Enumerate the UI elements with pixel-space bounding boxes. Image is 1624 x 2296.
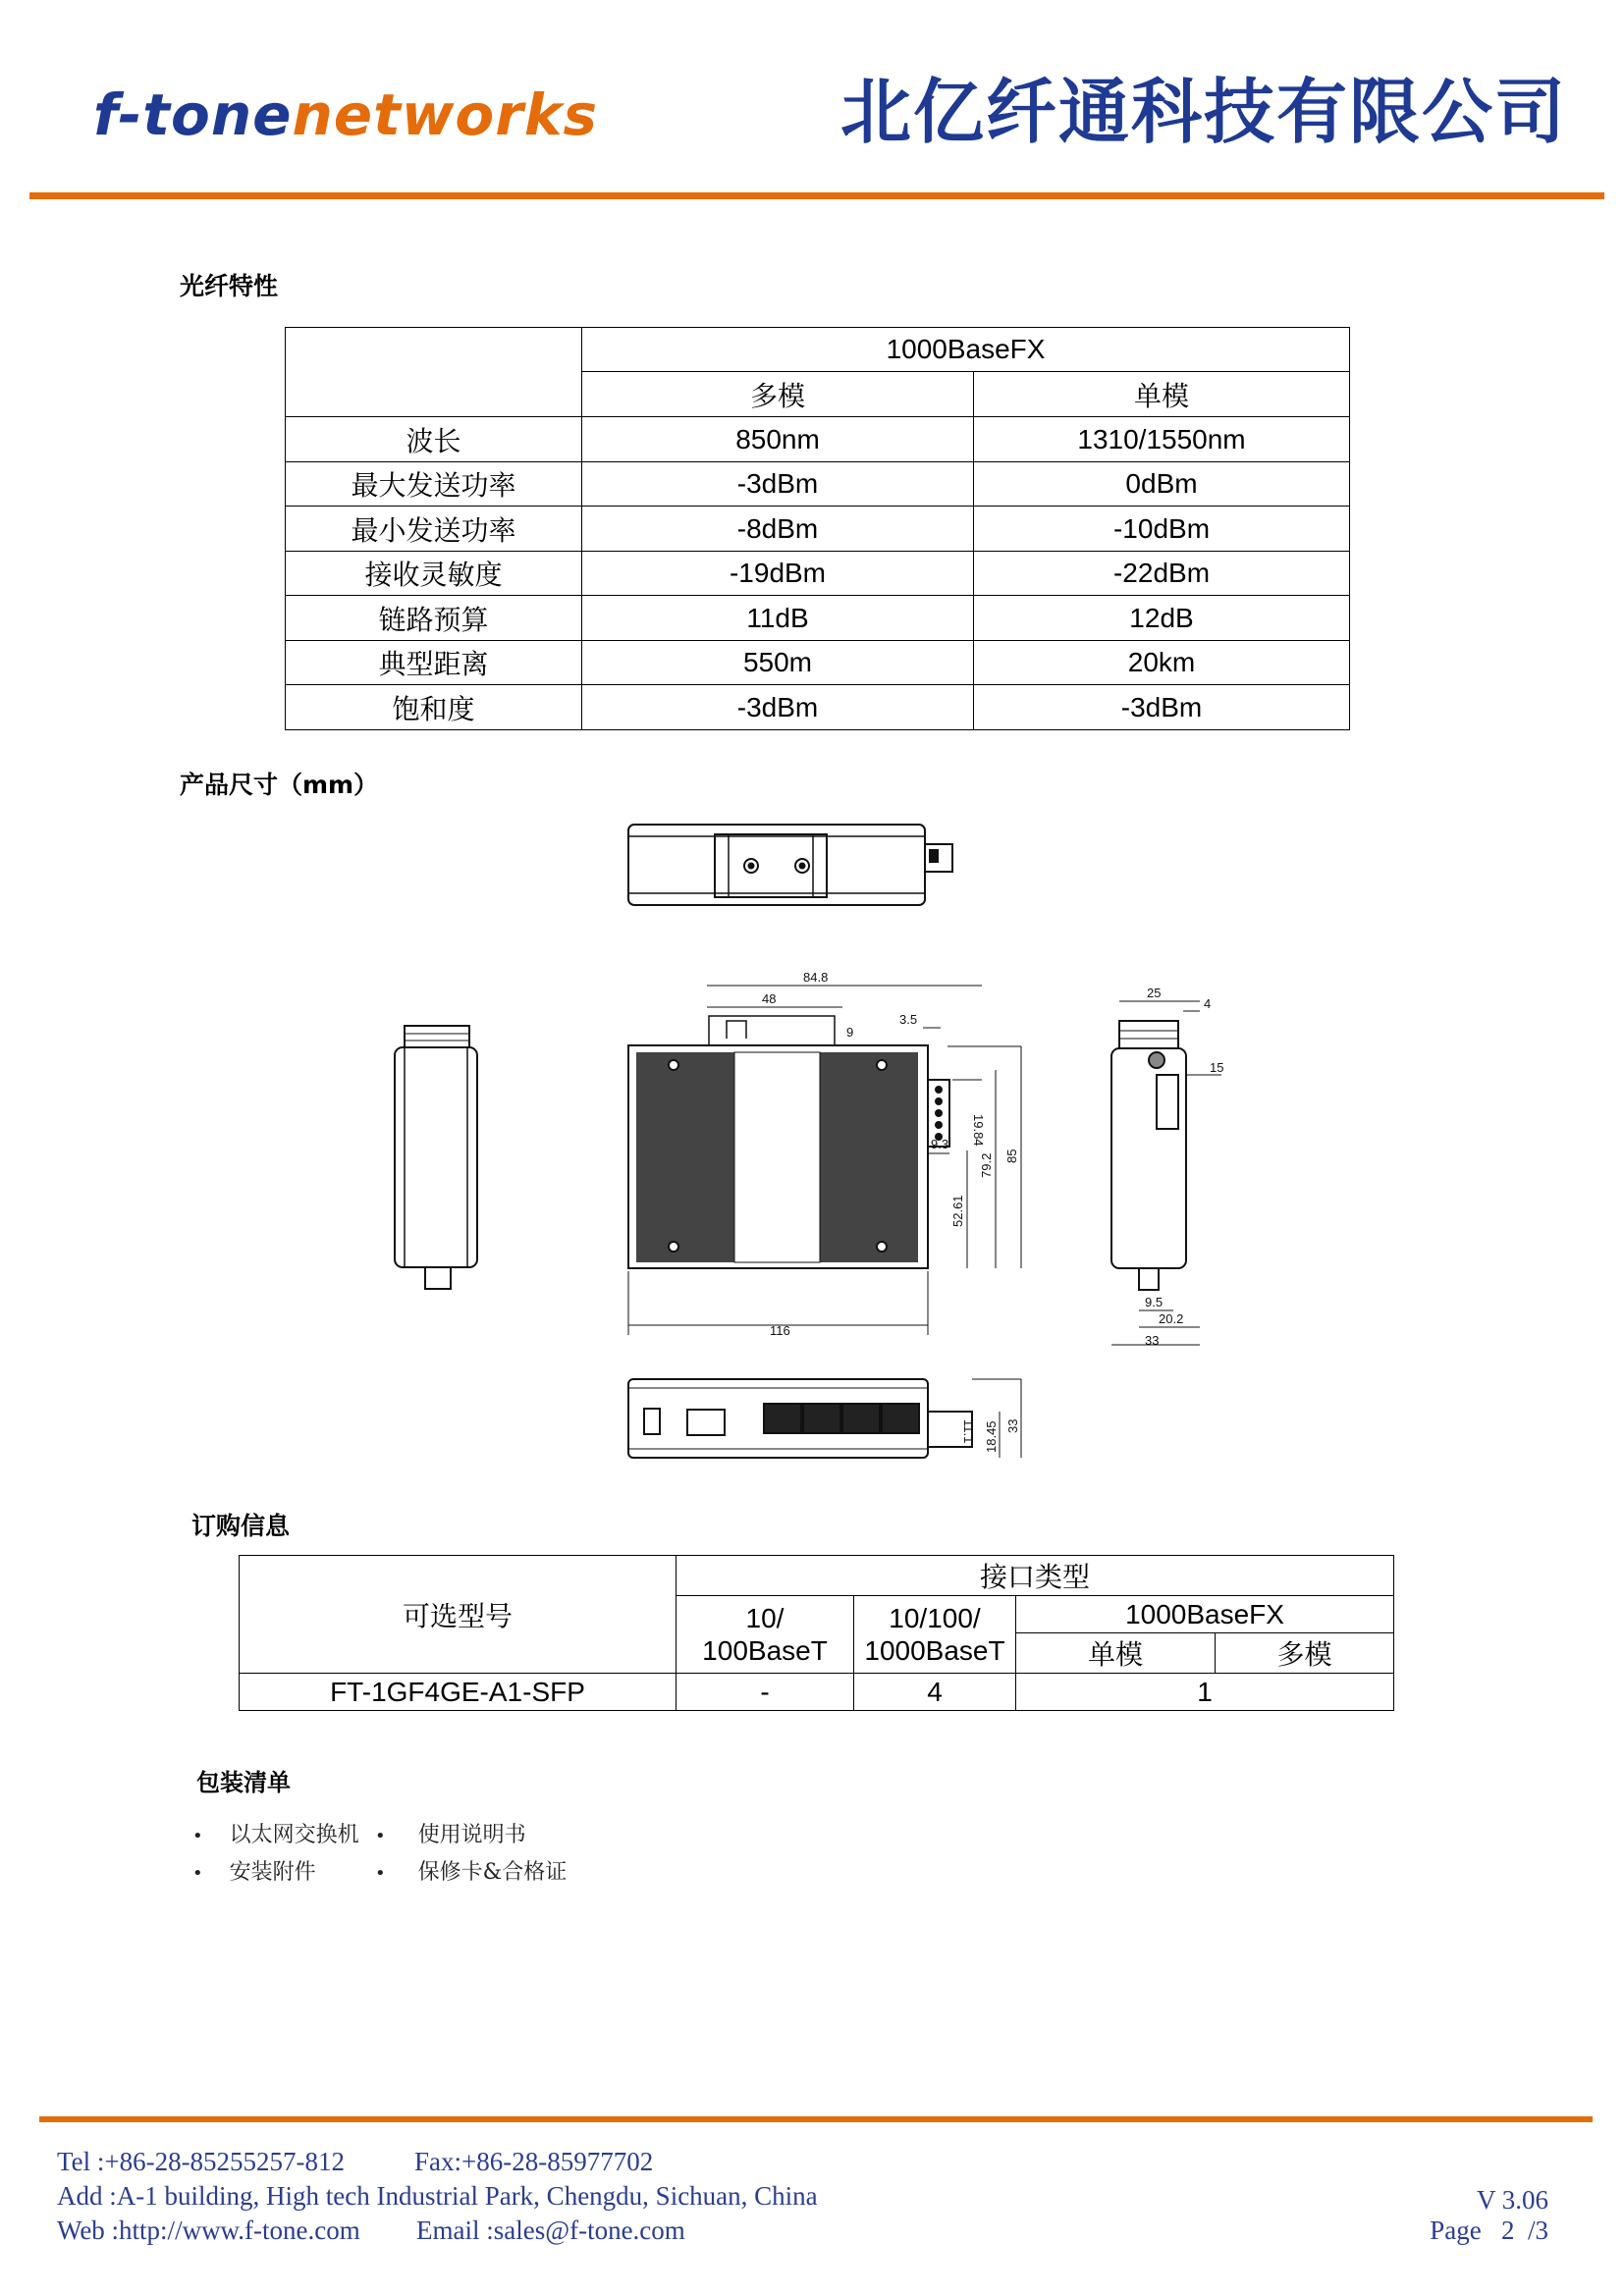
footer-fax: Fax:+86-28-85977702 (414, 2147, 654, 2176)
col-1000basefx: 1000BaseFX (1016, 1596, 1394, 1633)
bullet-icon: • (375, 1863, 386, 1884)
cell-single: -10dBm (974, 507, 1350, 552)
table-row (286, 417, 1350, 462)
left-view (395, 1026, 477, 1289)
cell-single: 0dBm (974, 462, 1350, 507)
col-single-mode: 单模 (1016, 1633, 1216, 1674)
iface-header: 接口类型 (677, 1556, 1394, 1596)
dim-label: 25 (1147, 986, 1162, 1000)
brand-logo (93, 81, 598, 148)
footer-email[interactable]: Email :sales@f-tone.com (416, 2216, 685, 2245)
dim-label: 85 (1004, 1148, 1019, 1163)
fiber-group-header: 1000BaseFX (582, 328, 1350, 372)
cell-multi: 550m (582, 641, 974, 685)
dimension-drawing (373, 805, 1257, 1482)
ordering-table (239, 1555, 1394, 1711)
list-item (192, 1855, 316, 1886)
cell-multi: -19dBm (582, 552, 974, 596)
logo-text-ftone: f-tone (93, 81, 293, 148)
row-label: 典型距离 (286, 641, 582, 685)
table-row (286, 552, 1350, 596)
section-title-ordering: 订购信息 (191, 1512, 291, 1540)
footer-version: V 3.06 (1476, 2185, 1548, 2215)
dim-label: 9 (846, 1025, 854, 1040)
dim-label: 33 (1145, 1333, 1160, 1348)
dim-label: 9.5 (1145, 1295, 1164, 1309)
table-row (286, 462, 1350, 507)
table-row (286, 596, 1350, 641)
dim-label: 84.8 (803, 970, 829, 985)
cell-single: 20km (974, 641, 1350, 685)
footer-web[interactable]: Web :http://www.f-tone.com (57, 2216, 360, 2245)
logo-text-networks: networks (292, 81, 598, 148)
cell-single: 12dB (974, 596, 1350, 641)
cell-multi: -8dBm (582, 507, 974, 552)
col-10-100baset: 10/ 100BaseT (677, 1596, 854, 1674)
right-view (1111, 1001, 1224, 1345)
list-item-label: 以太网交换机 (229, 1823, 359, 1847)
value-cell: 1 (1016, 1674, 1394, 1711)
dim-label: 3.5 (899, 1012, 918, 1027)
col-multi-mode: 多模 (1216, 1633, 1394, 1674)
value-cell: 4 (854, 1674, 1016, 1711)
dim-label: 116 (770, 1323, 790, 1338)
footer-page-number: Page 2 /3 (1430, 2216, 1548, 2245)
cell-multi: -3dBm (582, 685, 974, 730)
dim-label: 11.1 (961, 1419, 976, 1444)
row-label: 饱和度 (286, 685, 582, 730)
model-cell: FT-1GF4GE-A1-SFP (240, 1674, 677, 1711)
dim-label: 4 (1204, 996, 1212, 1011)
front-view (628, 986, 1021, 1335)
cell-single: -22dBm (974, 552, 1350, 596)
list-item (192, 1818, 359, 1848)
footer-tel: Tel :+86-28-85255257-812 (57, 2147, 346, 2176)
cell-multi: 850nm (582, 417, 974, 462)
footer-divider (39, 2116, 1593, 2122)
bullet-icon: • (192, 1826, 203, 1846)
company-name: 北亿纤通科技有限公司 (839, 70, 1567, 153)
list-item (375, 1818, 526, 1848)
list-item (375, 1855, 567, 1886)
bullet-icon: • (375, 1826, 386, 1846)
top-view (628, 825, 952, 905)
dim-label: 33 (1005, 1418, 1020, 1433)
cell-multi: -3dBm (582, 462, 974, 507)
fiber-spec-table (285, 327, 1350, 730)
dim-label: 52.61 (950, 1195, 965, 1227)
list-item-label: 安装附件 (229, 1860, 316, 1885)
dim-label: 18.45 (984, 1420, 999, 1453)
cell-multi: 11dB (582, 596, 974, 641)
fiber-mode-single: 单模 (974, 372, 1350, 417)
row-label: 最小发送功率 (286, 507, 582, 552)
list-item-label: 使用说明书 (417, 1823, 526, 1847)
section-title-packing: 包装清单 (196, 1769, 291, 1796)
row-label: 最大发送功率 (286, 462, 582, 507)
dim-label: 79.2 (979, 1152, 994, 1178)
dim-label: 9.3 (931, 1137, 949, 1151)
table-row (286, 507, 1350, 552)
dim-label: 15 (1210, 1060, 1224, 1075)
table-row (240, 1674, 1394, 1711)
row-label: 波长 (286, 417, 582, 462)
section-title-fiber: 光纤特性 (180, 272, 279, 300)
col-10-100-1000baset: 10/100/ 1000BaseT (854, 1596, 1016, 1674)
row-label: 链路预算 (286, 596, 582, 641)
model-header: 可选型号 (240, 1556, 677, 1674)
row-label: 接收灵敏度 (286, 552, 582, 596)
fiber-mode-multi: 多模 (582, 372, 974, 417)
dim-label: 19.84 (971, 1114, 986, 1147)
table-row (286, 641, 1350, 685)
header-divider (29, 192, 1604, 199)
dim-label: 20.2 (1159, 1311, 1184, 1326)
footer-address: Add :A-1 building, High tech Industrial Park, Chengdu, Sichuan, China (57, 2181, 818, 2211)
fiber-table-corner (286, 328, 582, 417)
table-row (286, 685, 1350, 730)
cell-single: 1310/1550nm (974, 417, 1350, 462)
value-cell: - (677, 1674, 854, 1711)
cell-single: -3dBm (974, 685, 1350, 730)
bullet-icon: • (192, 1863, 203, 1884)
section-title-dimensions: 产品尺寸（mm） (180, 771, 379, 799)
port-view (628, 1379, 1021, 1458)
list-item-label: 保修卡&合格证 (417, 1860, 568, 1885)
dim-label: 48 (762, 991, 777, 1006)
